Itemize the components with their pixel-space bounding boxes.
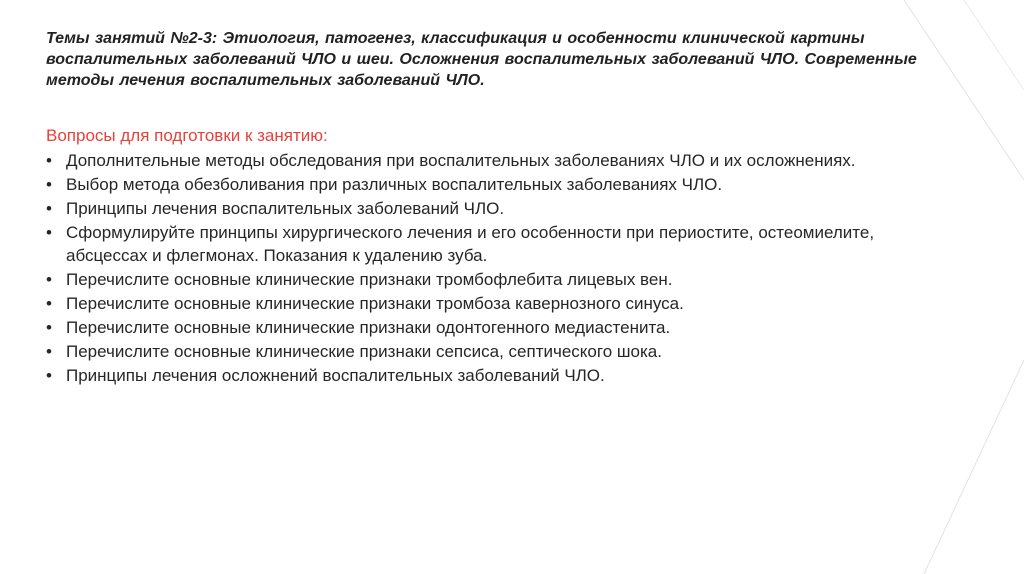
topic-title: Темы занятий №2-3: Этиология, патогенез, классификация и особенности клинической картины воспалительных заболеваний ЧЛО и шеи. Осложнения воспалительных заболеваний ЧЛО. Современные методы лечения воспалительных заболеваний ЧЛО. xyxy=(46,30,917,89)
bullet: • xyxy=(46,151,52,170)
bullet: • xyxy=(46,199,52,218)
questions-heading: Вопросы для подготовки к занятию: xyxy=(46,126,328,145)
question-text: Сформулируйте принципы хирургического лечения и его особенности при периостите, остеомиелите, абсцессах и флегмонах. Показания к удалению зуба. xyxy=(66,223,875,265)
question-text: Перечислите основные клинические признаки тромбофлебита лицевых вен. xyxy=(66,270,673,289)
decor-line xyxy=(964,0,1024,90)
question-list xyxy=(46,149,896,387)
list-item xyxy=(46,292,896,315)
questions-section xyxy=(46,125,896,388)
decor-line xyxy=(924,360,1024,574)
list-item xyxy=(46,340,896,363)
question-text: Перечислите основные клинические признаки тромбоза кавернозного синуса. xyxy=(66,294,684,313)
list-item xyxy=(46,197,896,220)
question-text: Перечислите основные клинические признаки сепсиса, септического шока. xyxy=(66,342,662,361)
bullet: • xyxy=(46,294,52,313)
bullet: • xyxy=(46,175,52,194)
list-item xyxy=(46,173,896,196)
question-text: Перечислите основные клинические признаки одонтогенного медиастенита. xyxy=(66,318,671,337)
bullet: • xyxy=(46,342,52,361)
question-text: Принципы лечения воспалительных заболеваний ЧЛО. xyxy=(66,199,505,218)
list-item xyxy=(46,364,896,387)
bullet: • xyxy=(46,366,52,385)
list-item xyxy=(46,149,896,172)
bullet: • xyxy=(46,318,52,337)
bullet: • xyxy=(46,270,52,289)
list-item xyxy=(46,221,896,267)
question-text: Выбор метода обезболивания при различных воспалительных заболеваниях ЧЛО. xyxy=(66,175,723,194)
question-text: Дополнительные методы обследования при воспалительных заболеваниях ЧЛО и их осложнениях. xyxy=(66,151,856,170)
list-item xyxy=(46,268,896,291)
question-text: Принципы лечения осложнений воспалительных заболеваний ЧЛО. xyxy=(66,366,605,385)
bullet: • xyxy=(46,223,52,242)
list-item xyxy=(46,316,896,339)
